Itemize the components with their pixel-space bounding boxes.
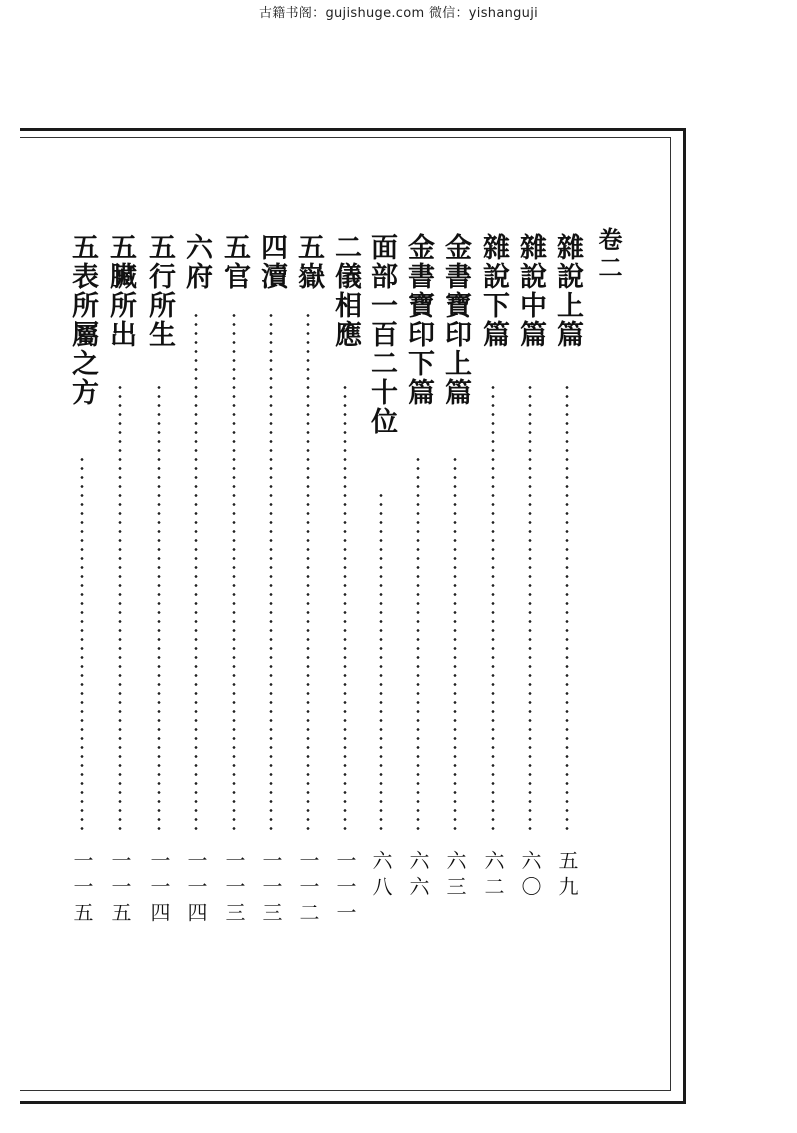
volume-label: 卷二: [594, 227, 623, 283]
toc-entry-page: 一一一: [333, 850, 357, 928]
toc-entry-title: 金書寶印上篇: [440, 233, 471, 407]
toc-entry-title: 六府: [181, 233, 212, 291]
toc-entry-title: 雜說中篇: [515, 233, 546, 349]
toc-entry-title: 面部一百二十位: [366, 233, 397, 436]
toc-entry-page: 一一五: [108, 850, 132, 928]
dot-leader: [79, 455, 85, 832]
toc-entry-title: 金書寶印下篇: [403, 233, 434, 407]
dot-leader: [117, 383, 123, 832]
toc-entry-page: 六六: [406, 850, 430, 902]
toc-entry-title: 四瀆: [256, 233, 287, 291]
toc-entry-page: 六二: [481, 850, 505, 902]
toc-entry-title: 五行所生: [144, 233, 175, 349]
dot-leader: [305, 311, 311, 832]
toc-entry-title: 五臟所出: [105, 233, 136, 349]
dot-leader: [378, 491, 384, 832]
toc-entry-page: 六八: [369, 850, 393, 902]
toc-entry-page: 一一五: [70, 850, 94, 928]
dot-leader: [193, 311, 199, 832]
toc-entry-title: 雜說上篇: [552, 233, 583, 349]
toc-entry-title: 二儀相應: [330, 233, 361, 349]
dot-leader: [564, 383, 570, 832]
dot-leader: [342, 383, 348, 832]
toc-entry-page: 一一三: [259, 850, 283, 928]
toc-entry-page: 一一四: [184, 850, 208, 928]
dot-leader: [415, 455, 421, 832]
toc-entry-page: 一一三: [222, 850, 246, 928]
site-watermark: 古籍书阁：gujishuge.com 微信：yishanguji: [258, 6, 539, 21]
dot-leader: [156, 383, 162, 832]
dot-leader: [490, 383, 496, 832]
toc-entry-title: 五表所屬之方: [67, 233, 98, 407]
toc-entry-title: 五官: [219, 233, 250, 291]
dot-leader: [268, 311, 274, 832]
toc-entry-page: 六〇: [518, 850, 542, 902]
toc-entry-page: 五九: [555, 850, 579, 902]
toc-entry-page: 一一二: [296, 850, 320, 928]
toc-entry-page: 一一四: [147, 850, 171, 928]
toc-entry-title: 雜說下篇: [478, 233, 509, 349]
toc-entry-title: 五嶽: [293, 233, 324, 291]
dot-leader: [452, 455, 458, 832]
toc-entry-page: 六三: [443, 850, 467, 902]
dot-leader: [231, 311, 237, 832]
dot-leader: [527, 383, 533, 832]
